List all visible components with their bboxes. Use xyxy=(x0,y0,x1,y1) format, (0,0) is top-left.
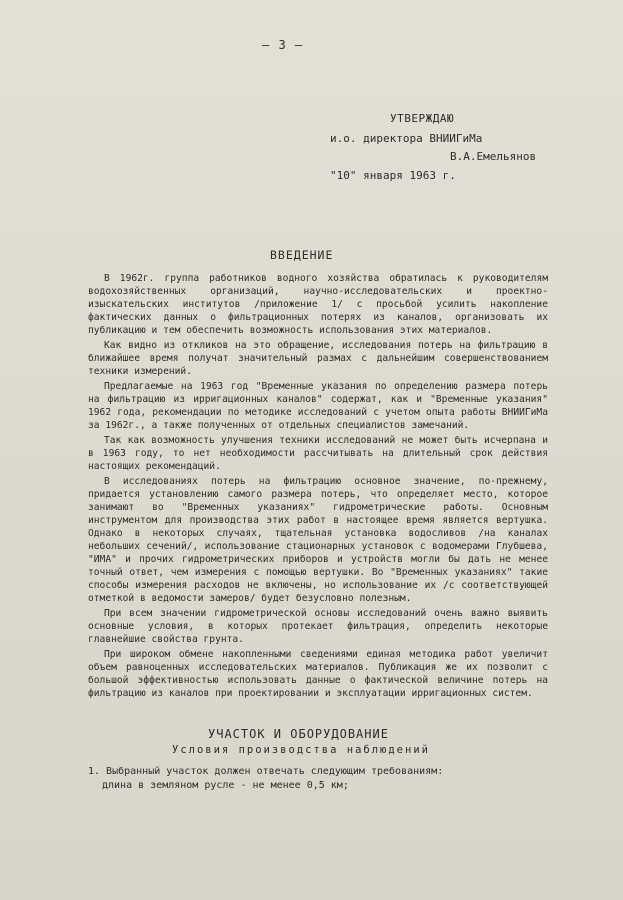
subsection-heading: Условия производства наблюдений xyxy=(172,744,430,756)
list-item: 1. Выбранный участок должен отвечать следующим требованиям: xyxy=(88,766,444,777)
approval-position: и.о. директора ВНИИГиМа xyxy=(330,132,483,145)
paragraph: Так как возможность улучшения техники исследований не может быть исчерпана и в 1963 году, то нет необходимости рассчитывать на длительный срок действия настоящих рекомендаций. xyxy=(88,435,548,472)
approval-name: В.А.Емельянов xyxy=(450,150,537,163)
approval-date: "10" января 1963 г. xyxy=(330,169,456,182)
approval-title: УТВЕРЖДАЮ xyxy=(390,112,455,125)
section-heading: УЧАСТОК И ОБОРУДОВАНИЕ xyxy=(208,727,389,741)
paragraph: Предлагаемые на 1963 год "Временные указания по определению размера потерь на фильтрацию из ирригационных каналов" содержат, как и "Временные указания" 1962 года, рекомендации по методике исследований с учетом опыта работы ВНИИГиМа за 1962г., а также полученных от отдельных специалистов замечаний. xyxy=(88,381,548,431)
numbered-list xyxy=(88,765,548,793)
paragraph: В 1962г. группа работников водного хозяйства обратилась к руководителям водохозяйственных организаций, научно-исследовательских и проектно-изыскательских институтов /приложение 1/ с просьбой усилить накопление фактических данных о фильтрационных потерях из каналов, организовать их публикацию и тем обеспечить возможность использования этих материалов. xyxy=(88,273,548,336)
paragraph: В исследованиях потерь на фильтрацию основное значение, по-прежнему, придается установлению самого размера потерь, что определяет место, которое занимают во "Временных указаниях" гидрометрические работы. Основным инструментом для производства этих работ в настоящее время является вертушка. Однако в некоторых случаях, тщательная установка водосливов /на каналах небольших сечений/, использование стационарных установок с водомерами Глубшева, "ИМА" и прочих гидрометрических приборов и устройств могли бы дать не менее точный ответ, чем измерения с помощью вертушки. Во "Временных указаниях" такие способы измерения расходов не включены, но использование их /с соответствующей отметкой в ведомости замеров/ будет безусловно полезным. xyxy=(88,476,548,604)
paragraph: Как видно из откликов на это обращение, исследования потерь на фильтрацию в ближайшее время получат значительный размах с дальнейшим совершенствованием техники измерений. xyxy=(88,340,548,377)
paragraph: При всем значении гидрометрической основы исследований очень важно выявить основные условия, в которых протекает фильтрация, определить некоторые главнейшие свойства грунта. xyxy=(88,608,548,645)
list-item-detail: длина в земляном русле - не менее 0,5 км; xyxy=(102,780,349,791)
intro-heading: ВВЕДЕНИЕ xyxy=(270,248,334,262)
paragraph: При широком обмене накопленными сведениями единая методика работ увеличит объем равноценных исследовательских материалов. Публикация же их позволит с большой эффективностью использовать данные о фактической величине потерь на фильтрацию из каналов при проектировании и эксплуатации ирригационных систем. xyxy=(88,649,548,699)
intro-body xyxy=(88,272,548,702)
page-number: — 3 — xyxy=(262,38,304,52)
